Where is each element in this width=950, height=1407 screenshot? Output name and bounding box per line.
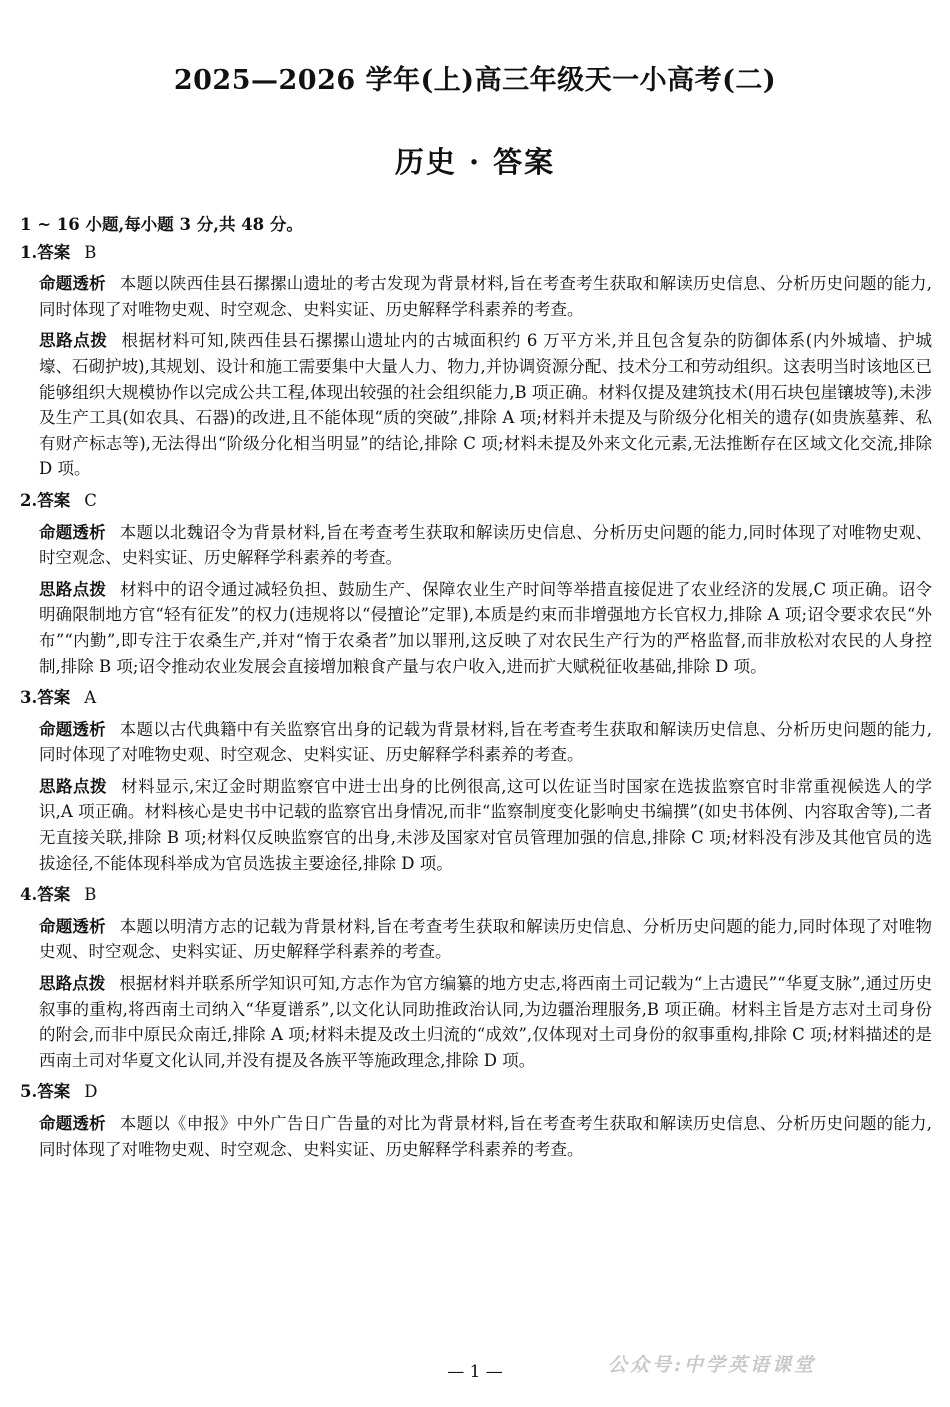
page-number: — 1 —	[447, 1362, 503, 1382]
question-number: 3.	[20, 688, 38, 708]
analysis-text: 本题以《申报》中外广告日广告量的对比为背景材料,旨在考查考生获取和解读历史信息、分析历史问题的能力,同时体现了对唯物史观、时空观念、史料实证、历史解释学科素养的考查。	[39, 1114, 932, 1159]
hint-text: 根据材料并联系所学知识可知,方志作为官方编纂的地方史志,将西南土司记载为“上古遗民”“华夏支脉”,通过历史叙事的重构,将西南土司纳入“华夏谱系”,以文化认同助推政治认同,为边疆治理服务,B 项正确。材料主旨是方志对土司身份的附会,而非中原民众南迁,排除 A 项;材料未提及改土归流的“成效”,仅体现对土司身份的叙事重构,排除 C 项;材料描述的是西南土司对华夏文化认同,并没有提及各族平等施政理念,排除 D 项。	[39, 974, 933, 1070]
analysis-paragraph	[20, 1111, 932, 1162]
analysis-paragraph	[20, 520, 932, 571]
answer-line	[20, 685, 932, 711]
answer-value: D	[84, 1082, 98, 1102]
hint-paragraph	[20, 774, 932, 876]
hint-text: 材料中的诏令通过减轻负担、鼓励生产、保障农业生产时间等举措直接促进了农业经济的发展,C 项正确。诏令明确限制地方官“轻有征发”的权力(违规将以“侵擅论”定罪),本质是约束而非增强地方长官权力,排除 A 项;诏令要求农民“外布”“内勤”,即专注于农桑生产,并对“惰于农桑者”加以罪刑,这反映了对农民生产行为的严格监督,而非放松对农民的人身控制,排除 B 项;诏令推动农业发展会直接增加粮食产量与农户收入,进而扩大赋税征收基础,排除 D 项。	[39, 579, 933, 676]
question-number: 4.	[20, 885, 38, 905]
watermark: 公众号:中学英语课堂	[608, 1354, 817, 1376]
analysis-text: 本题以陕西佳县石摞摞山遗址的考古发现为背景材料,旨在考查考生获取和解读历史信息、分析历史问题的能力,同时体现了对唯物史观、时空观念、史料实证、历史解释学科素养的考查。	[39, 274, 932, 319]
answer-line	[20, 488, 932, 514]
answer-content	[20, 212, 932, 1168]
analysis-text: 本题以北魏诏令为背景材料,旨在考查考生获取和解读历史信息、分析历史问题的能力,同时体现了对唯物史观、时空观念、史料实证、历史解释学科素养的考查。	[39, 522, 932, 568]
question-block	[20, 240, 932, 482]
answer-label: 答案	[37, 688, 71, 708]
answer-label: 答案	[37, 1082, 71, 1102]
analysis-paragraph	[20, 914, 932, 965]
analysis-label: 命题透析	[39, 1114, 106, 1133]
hint-paragraph	[20, 328, 932, 482]
analysis-paragraph	[20, 271, 932, 322]
hint-text: 材料显示,宋辽金时期监察官中进士出身的比例很高,这可以佐证当时国家在选拔监察官时非常重视候选人的学识,A 项正确。材料核心是史书中记载的监察官出身情况,而非“监察制度变化影响史书编撰”(如史书体例、内容取舍等),二者无直接关联,排除 B 项;材料仅反映监察官的出身,未涉及国家对官员管理加强的信息,排除 C 项;材料没有涉及其他官员的选拔途径,不能体现科举成为官员选拔主要途径,排除 D 项。	[39, 776, 932, 873]
analysis-text: 本题以古代典籍中有关监察官出身的记载为背景材料,旨在考查考生获取和解读历史信息、分析历史问题的能力,同时体现了对唯物史观、时空观念、史料实证、历史解释学科素养的考查。	[39, 719, 932, 765]
answer-label: 答案	[37, 885, 71, 905]
hint-label: 思路点拨	[39, 974, 106, 994]
question-block	[20, 488, 932, 679]
hint-paragraph	[20, 971, 932, 1073]
answer-label: 答案	[37, 490, 71, 510]
answer-value: B	[84, 242, 97, 262]
hint-label: 思路点拨	[39, 776, 108, 796]
question-block	[20, 685, 932, 876]
answer-line	[20, 240, 932, 266]
question-block	[20, 1079, 932, 1162]
answer-line	[20, 1079, 932, 1105]
analysis-label: 命题透析	[39, 274, 106, 294]
analysis-text: 本题以明清方志的记载为背景材料,旨在考查考生获取和解读历史信息、分析历史问题的能力,同时体现了对唯物史观、时空观念、史料实证、历史解释学科素养的考查。	[39, 916, 932, 962]
hint-label: 思路点拨	[39, 331, 108, 351]
page-title: 2025—2026 学年(上)高三年级天一小高考(二)	[173, 65, 777, 96]
analysis-label: 命题透析	[39, 522, 106, 542]
answer-value: B	[84, 885, 97, 905]
question-number: 5.	[20, 1082, 38, 1102]
page-subtitle: 历史 · 答案	[394, 145, 556, 179]
question-block	[20, 882, 932, 1073]
intro-line: 1 ~ 16 小题,每小题 3 分,共 48 分。	[20, 215, 303, 234]
question-number: 1.	[20, 242, 38, 262]
hint-text: 根据材料可知,陕西佳县石摞摞山遗址内的古城面积约 6 万平方米,并且包含复杂的防御体系(内外城墙、护城壕、石砌护坡),其规划、设计和施工需要集中大量人力、物力,并协调资源分配、技术分工和劳动组织。这表明当时该地区已能够组织大规模协作以完成公共工程,体现出较强的社会组织能力,B 项正确。材料仅提及建筑技术(用石块包崖镶坡等),未涉及生产工具(如农具、石器)的改进,且不能体现“质的突破”,排除 A 项;材料并未提及与阶级分化相关的遗存(如贵族墓葬、私有财产标志等),无法得出“阶级分化相当明显”的结论,排除 C 项;材料未提及外来文化元素,无法推断存在区域文化交流,排除 D 项。	[39, 331, 933, 479]
answer-value: A	[84, 688, 97, 708]
answer-value: C	[84, 490, 97, 510]
analysis-paragraph	[20, 717, 932, 768]
analysis-label: 命题透析	[39, 916, 106, 936]
answer-label: 答案	[37, 242, 71, 262]
question-number: 2.	[20, 490, 38, 510]
analysis-label: 命题透析	[39, 719, 106, 739]
answer-line	[20, 882, 932, 908]
hint-paragraph	[20, 577, 932, 679]
hint-label: 思路点拨	[39, 579, 107, 599]
